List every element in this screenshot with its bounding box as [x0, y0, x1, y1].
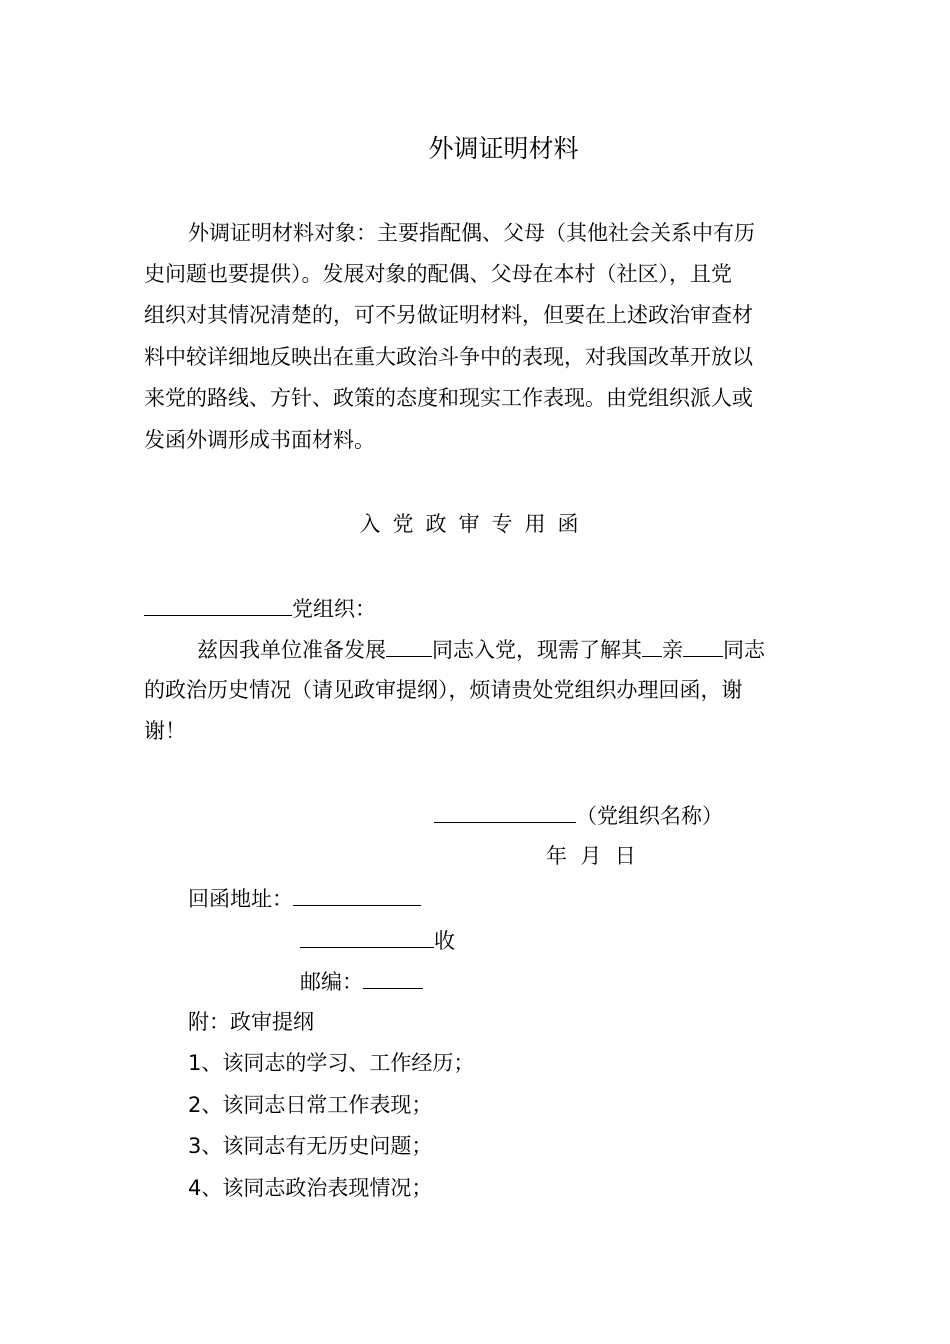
- appendix-item: 3、该同志有无历史问题；: [188, 1134, 433, 1158]
- salutation-suffix: 党组织：: [292, 597, 376, 621]
- letter-body-line1: [197, 634, 765, 664]
- letter-body-line3: 谢！: [144, 719, 186, 743]
- postcode-blank: [363, 966, 423, 989]
- letter-body-line2: 的政治历史情况（请见政审提纲），烦请贵处党组织办理回函，谢: [144, 678, 743, 702]
- intro-line: 来党的路线、方针、政策的态度和现实工作表现。由党组织派人或: [144, 386, 753, 410]
- intro-line: 史问题也要提供）。发展对象的配偶、父母在本村（社区），且党: [144, 262, 732, 286]
- receive-suffix: 收: [434, 929, 455, 953]
- appendix-item: 4、该同志政治表现情况；: [188, 1176, 433, 1200]
- org-name-blank: [434, 800, 576, 823]
- appendix-item: 1、该同志的学习、工作经历；: [188, 1051, 475, 1075]
- postcode-line: [300, 966, 423, 996]
- appendix-item: 2、该同志日常工作表现；: [188, 1093, 433, 1117]
- relation-blank: [642, 634, 662, 657]
- intro-line: 发函外调形成书面材料。: [144, 428, 375, 452]
- postcode-label: 邮编：: [300, 970, 363, 994]
- address-blank: [293, 883, 421, 906]
- body-text: 兹因我单位准备发展: [197, 638, 386, 662]
- reply-address-label: 回函地址：: [188, 887, 293, 911]
- body-text: 同志入党，现需了解其: [432, 638, 642, 662]
- org-name-line: [434, 800, 723, 830]
- intro-line: 外调证明材料对象：主要指配偶、父母（其他社会关系中有历: [188, 221, 755, 245]
- letter-title: 入党政审专用函: [359, 512, 591, 536]
- intro-line: 料中较详细地反映出在重大政治斗争中的表现，对我国改革开放以: [144, 345, 753, 369]
- relative-name-blank: [683, 634, 723, 657]
- org-name-label: （党组织名称）: [576, 804, 723, 828]
- letter-date: 年 月 日: [546, 844, 636, 868]
- receiver-line: [300, 925, 455, 955]
- intro-line: 组织对其情况清楚的，可不另做证明材料，但要在上述政治审查材: [144, 303, 753, 327]
- org-blank: [144, 593, 292, 616]
- name-blank: [386, 634, 432, 657]
- document-title: 外调证明材料: [428, 134, 579, 163]
- reply-address-line: [188, 883, 421, 913]
- receiver-blank: [300, 925, 434, 948]
- appendix-heading: 附：政审提纲: [188, 1010, 314, 1034]
- body-text: 同志: [723, 638, 765, 662]
- salutation: [144, 593, 376, 623]
- body-text: 亲: [662, 638, 683, 662]
